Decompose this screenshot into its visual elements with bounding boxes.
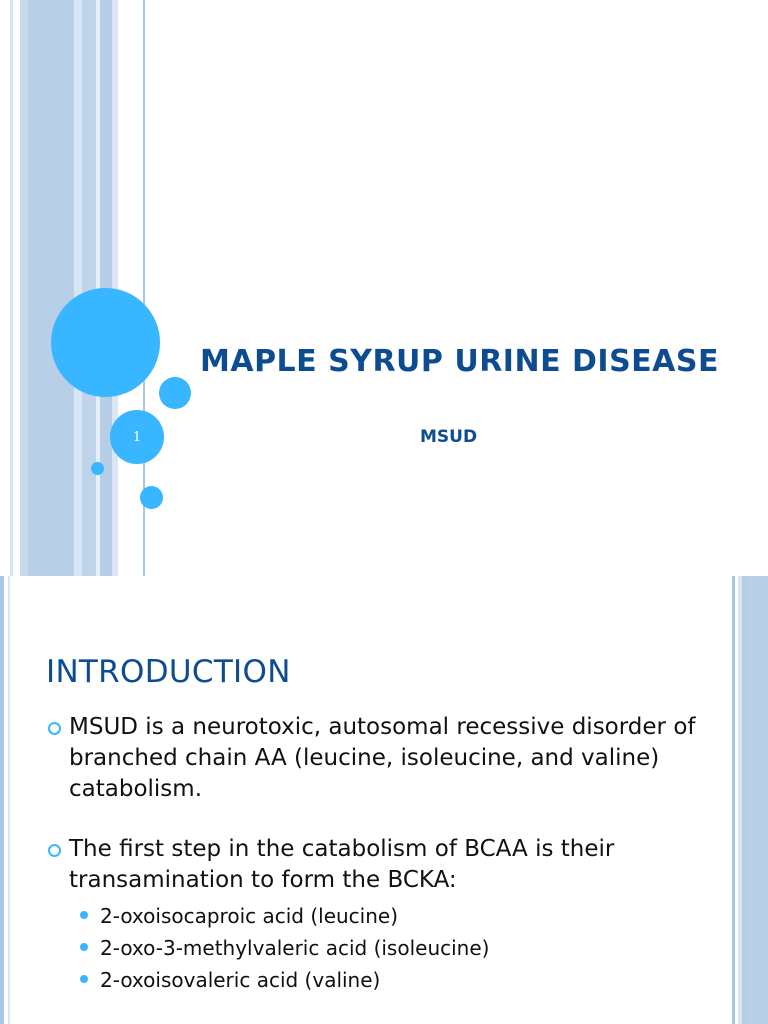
- slide-subtitle: MSUD: [420, 427, 478, 447]
- left-edge-stripe: [0, 576, 4, 1024]
- sub-bullet-text: 2-oxoisocaproic acid (leucine): [100, 904, 399, 928]
- bullet-text: MSUD is a neurotoxic, autosomal recessive disorder of branched chain AA (leucine, isoleucine, and valine) catabolism.: [69, 714, 696, 802]
- sub-bullet-list: [69, 900, 696, 996]
- slide-heading: INTRODUCTION: [46, 654, 291, 690]
- sub-bullet-item: [69, 900, 696, 932]
- sub-bullet-item: [69, 932, 696, 964]
- ring-bullet-icon: [48, 844, 61, 857]
- bullet-text: The first step in the catabolism of BCAA is their transamination to form the BCKA:: [69, 836, 615, 893]
- large-circle: [51, 288, 160, 397]
- dot-bullet-icon: [80, 975, 88, 983]
- small-circle-2: [140, 486, 163, 509]
- small-circle: [91, 462, 104, 475]
- medium-circle: [159, 377, 191, 409]
- left-edge-stripe-2: [8, 576, 10, 1024]
- right-decorative-stripes: [732, 576, 768, 1024]
- sub-bullet-text: 2-oxo-3-methylvaleric acid (isoleucine): [100, 936, 490, 960]
- decorative-stripes: [0, 0, 150, 576]
- bullet-item: [46, 712, 696, 805]
- slide-title: MAPLE SYRUP URINE DISEASE: [200, 344, 719, 379]
- bullet-item: [46, 834, 696, 996]
- ring-bullet-icon: [48, 722, 61, 735]
- sub-bullet-item: [69, 964, 696, 996]
- content-slide: [0, 576, 768, 1024]
- sub-bullet-text: 2-oxoisovaleric acid (valine): [100, 968, 381, 992]
- dot-bullet-icon: [80, 943, 88, 951]
- dot-bullet-icon: [80, 911, 88, 919]
- slide-number-badge: 1: [110, 410, 164, 464]
- bullet-list: [46, 712, 696, 1024]
